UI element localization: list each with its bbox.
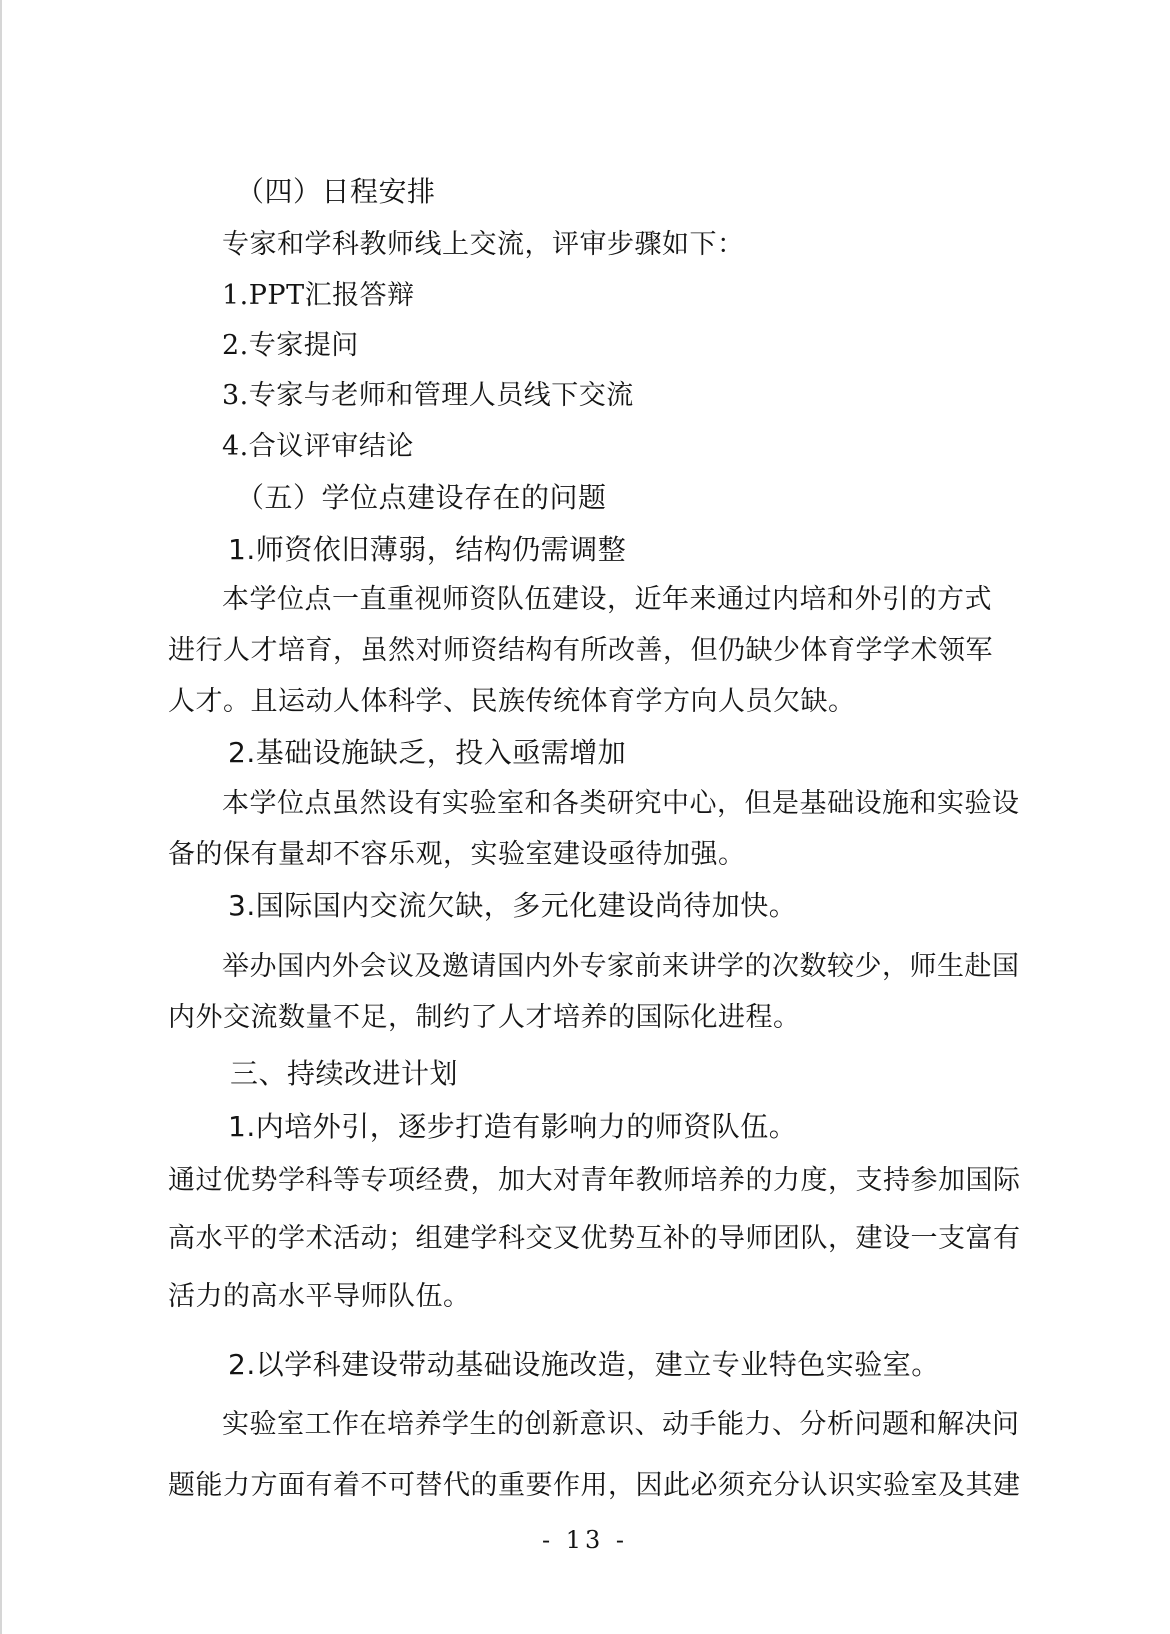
problem-1-line-3: 人才。且运动人体科学、民族传统体育学方向人员欠缺。 bbox=[168, 686, 856, 717]
step-2: 2.专家提问 bbox=[222, 330, 359, 361]
problem-1-heading: 1.师资依旧薄弱，结构仍需调整 bbox=[228, 533, 627, 566]
plan-1-line-1: 通过优势学科等专项经费，加大对青年教师培养的力度，支持参加国际 bbox=[168, 1165, 1021, 1196]
problem-2-heading: 2.基础设施缺乏，投入亟需增加 bbox=[228, 736, 627, 769]
plan-2-line-2: 题能力方面有着不可替代的重要作用，因此必须充分认识实验室及其建 bbox=[168, 1470, 1021, 1501]
problem-3-line-1: 举办国内外会议及邀请国内外专家前来讲学的次数较少，师生赴国 bbox=[222, 951, 1020, 982]
problem-2-line-2: 备的保有量却不容乐观，实验室建设亟待加强。 bbox=[168, 839, 746, 870]
plan-2-line-1: 实验室工作在培养学生的创新意识、动手能力、分析问题和解决问 bbox=[222, 1409, 1020, 1440]
plan-1-line-2: 高水平的学术活动；组建学科交叉优势互补的导师团队，建设一支富有 bbox=[168, 1223, 1021, 1254]
step-4: 4.合议评审结论 bbox=[222, 431, 414, 462]
plan-1-line-3: 活力的高水平导师队伍。 bbox=[168, 1281, 471, 1312]
section-3-heading: 三、持续改进计划 bbox=[230, 1057, 459, 1090]
problem-1-line-2: 进行人才培育，虽然对师资结构有所改善，但仍缺少体育学学术领军 bbox=[168, 635, 993, 666]
plan-1-heading: 1.内培外引，逐步打造有影响力的师资队伍。 bbox=[228, 1110, 798, 1143]
problem-1-line-1: 本学位点一直重视师资队伍建设，近年来通过内培和外引的方式 bbox=[222, 584, 992, 615]
problem-2-line-1: 本学位点虽然设有实验室和各类研究中心，但是基础设施和实验设 bbox=[222, 788, 1020, 819]
step-3: 3.专家与老师和管理人员线下交流 bbox=[222, 380, 634, 411]
problem-3-line-2: 内外交流数量不足，制约了人才培养的国际化进程。 bbox=[168, 1002, 801, 1033]
section-5-heading: （五）学位点建设存在的问题 bbox=[236, 481, 607, 514]
section-4-intro: 专家和学科教师线上交流，评审步骤如下： bbox=[222, 229, 745, 260]
problem-3-heading: 3.国际国内交流欠缺，多元化建设尚待加快。 bbox=[228, 889, 798, 922]
section-4-heading: （四）日程安排 bbox=[236, 175, 436, 208]
page-number: - 13 - bbox=[541, 1526, 628, 1554]
step-1: 1.PPT汇报答辩 bbox=[222, 280, 415, 311]
plan-2-heading: 2.以学科建设带动基础设施改造，建立专业特色实验室。 bbox=[228, 1348, 940, 1381]
